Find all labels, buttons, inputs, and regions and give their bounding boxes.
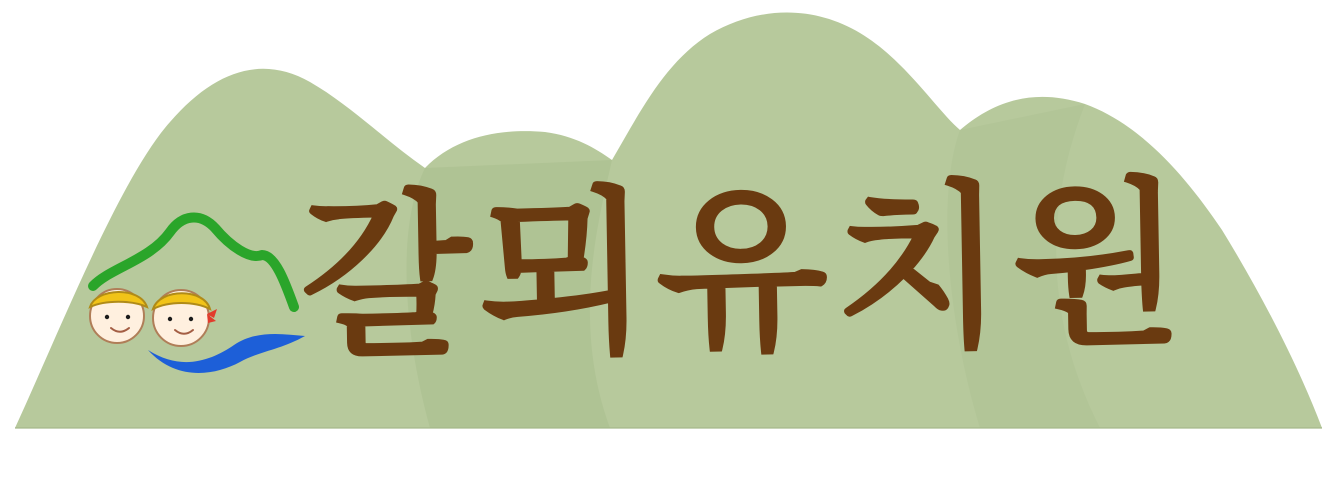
logo-wordmark: 갈뫼유치원: [298, 160, 1192, 383]
page-title: [298, 143, 1262, 400]
